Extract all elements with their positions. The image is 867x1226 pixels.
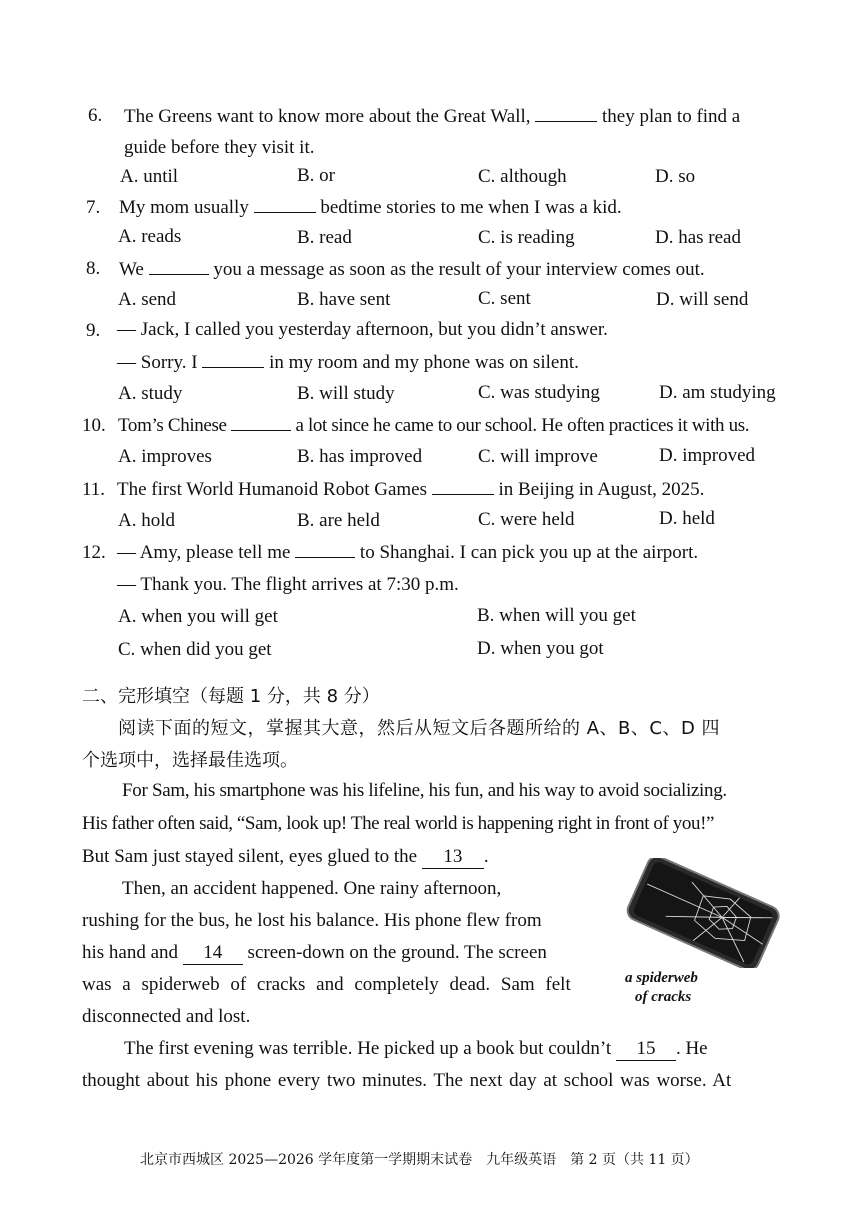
question-12-number: 12. bbox=[82, 542, 106, 563]
answer-blank bbox=[231, 414, 291, 431]
question-11-stem-a: The first World Humanoid Robot Games bbox=[117, 479, 427, 500]
question-8-stem bbox=[119, 258, 705, 281]
section-instructions-line1: 阅读下面的短文，掌握其大意，然后从短文后各题所给的 A、B、C、D 四 bbox=[118, 718, 721, 739]
option-d: D. so bbox=[655, 166, 696, 187]
passage-text: . bbox=[483, 846, 489, 867]
passage-text: screen-down on the ground. The screen bbox=[247, 942, 547, 963]
option-b: B. or bbox=[297, 165, 335, 186]
passage-text: But Sam just stayed silent, eyes glued to the bbox=[82, 846, 418, 867]
question-12-dialogue-line2: — Thank you. The flight arrives at 7:30 p.m. bbox=[117, 574, 459, 595]
passage-line: disconnected and lost. bbox=[82, 1006, 251, 1027]
figure-caption-line2: of cracks bbox=[635, 989, 692, 1005]
answer-blank bbox=[432, 478, 494, 495]
answer-blank bbox=[535, 105, 597, 122]
option-d: D. when you got bbox=[477, 638, 604, 659]
question-7-stem-b: bedtime stories to me when I was a kid. bbox=[320, 197, 622, 218]
cloze-blank-15: 15 bbox=[616, 1038, 676, 1061]
option-d: D. held bbox=[659, 508, 715, 529]
option-c: C. will improve bbox=[478, 446, 598, 467]
option-c: C. were held bbox=[478, 509, 575, 530]
option-a: A. reads bbox=[118, 226, 182, 247]
question-9-number: 9. bbox=[86, 320, 101, 341]
answer-blank bbox=[149, 258, 209, 275]
section-heading: 二、完形填空（每题 1 分，共 8 分） bbox=[82, 686, 380, 707]
question-9-stem-b: in my room and my phone was on silent. bbox=[269, 352, 579, 373]
question-10-stem bbox=[118, 414, 749, 437]
cloze-blank-14: 14 bbox=[183, 942, 243, 965]
passage-line bbox=[82, 942, 547, 965]
option-d: D. has read bbox=[655, 227, 741, 248]
passage-line: For Sam, his smartphone was his lifeline, his fun, and his way to avoid socializing. bbox=[122, 780, 727, 801]
answer-blank bbox=[254, 196, 316, 213]
passage-line bbox=[82, 846, 489, 869]
option-a: A. when you will get bbox=[118, 606, 278, 627]
passage-line: Then, an accident happened. One rainy afternoon, bbox=[122, 878, 502, 899]
option-a: A. study bbox=[118, 383, 183, 404]
question-9-dialogue-line2 bbox=[117, 351, 579, 374]
option-a: A. until bbox=[120, 166, 179, 187]
option-c: C. when did you get bbox=[118, 639, 272, 660]
option-d: D. will send bbox=[656, 289, 749, 310]
passage-line: was a spiderweb of cracks and completely dead. Sam felt bbox=[82, 974, 571, 995]
question-6-number: 6. bbox=[88, 105, 103, 126]
section-instructions-line2: 个选项中，选择最佳选项。 bbox=[82, 750, 298, 771]
option-b: B. read bbox=[297, 227, 352, 248]
passage-text: The first evening was terrible. He picked up a book but couldn’t bbox=[124, 1038, 612, 1059]
option-b: B. when will you get bbox=[477, 605, 636, 626]
question-8-stem-a: We bbox=[119, 259, 144, 280]
answer-blank bbox=[295, 541, 355, 558]
question-9-stem-a: — Sorry. I bbox=[117, 352, 198, 373]
question-12-dialogue-line1 bbox=[117, 541, 698, 564]
option-b: B. has improved bbox=[297, 446, 423, 467]
question-10-stem-a: Tom’s Chinese bbox=[118, 415, 227, 436]
passage-line: His father often said, “Sam, look up! The real world is happening right in front of you!” bbox=[82, 813, 715, 834]
option-a: A. improves bbox=[118, 446, 212, 467]
passage-text: . He bbox=[675, 1038, 708, 1059]
question-6-stem-line2: guide before they visit it. bbox=[124, 137, 315, 158]
question-7-stem bbox=[119, 196, 622, 219]
option-b: B. have sent bbox=[297, 289, 391, 310]
question-6-stem-line1 bbox=[124, 105, 740, 128]
question-6-stem-a: The Greens want to know more about the Great Wall, bbox=[124, 106, 531, 127]
question-10-stem-b: a lot since he came to our school. He often practices it with us. bbox=[295, 415, 750, 436]
option-a: A. send bbox=[118, 289, 177, 310]
question-6-stem-b: they plan to find a bbox=[602, 106, 741, 127]
option-d: D. am studying bbox=[659, 382, 776, 403]
question-9-dialogue-line1: — Jack, I called you yesterday afternoon, but you didn’t answer. bbox=[117, 319, 608, 340]
option-c: C. although bbox=[478, 166, 567, 187]
question-10-number: 10. bbox=[82, 415, 106, 436]
cloze-blank-13: 13 bbox=[422, 846, 484, 869]
question-7-stem-a: My mom usually bbox=[119, 197, 249, 218]
question-8-stem-b: you a message as soon as the result of your interview comes out. bbox=[213, 259, 705, 280]
answer-blank bbox=[202, 351, 264, 368]
passage-line: thought about his phone every two minutes. The next day at school was worse. At bbox=[82, 1070, 732, 1091]
figure-caption-line1: a spiderweb bbox=[625, 970, 698, 986]
question-11-stem-b: in Beijing in August, 2025. bbox=[498, 479, 705, 500]
passage-line bbox=[124, 1038, 708, 1061]
page-footer: 北京市西城区 2025—2026 学年度第一学期期末试卷 九年级英语 第 2 页（共 11 页） bbox=[140, 1152, 699, 1168]
question-8-number: 8. bbox=[86, 258, 101, 279]
question-7-number: 7. bbox=[86, 197, 101, 218]
question-12-stem-a: — Amy, please tell me bbox=[117, 542, 291, 563]
option-d: D. improved bbox=[659, 445, 756, 466]
option-c: C. is reading bbox=[478, 227, 575, 248]
question-11-number: 11. bbox=[82, 479, 106, 500]
option-c: C. sent bbox=[478, 288, 531, 309]
question-11-stem bbox=[117, 478, 704, 501]
passage-line: rushing for the bus, he lost his balance. His phone flew from bbox=[82, 910, 542, 931]
passage-text: his hand and bbox=[82, 942, 179, 963]
option-c: C. was studying bbox=[478, 382, 600, 403]
option-a: A. hold bbox=[118, 510, 175, 531]
question-12-stem-b: to Shanghai. I can pick you up at the airport. bbox=[359, 542, 699, 563]
option-b: B. will study bbox=[297, 383, 395, 404]
cracked-phone-image bbox=[610, 858, 790, 968]
option-b: B. are held bbox=[297, 510, 380, 531]
